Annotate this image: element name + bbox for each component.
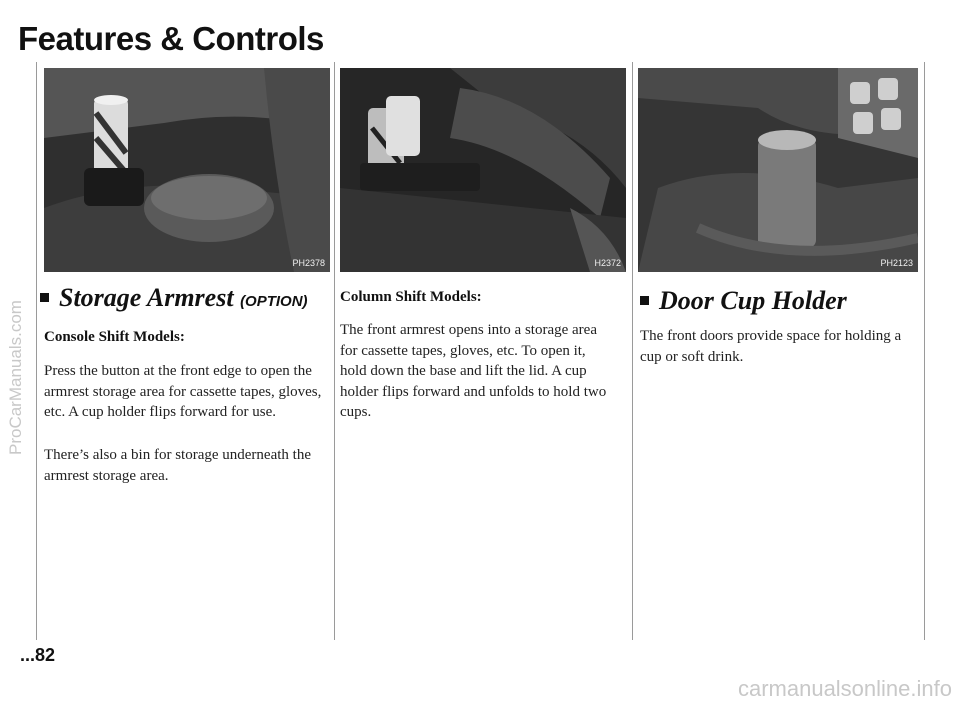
column-shift-cup-holder-illustration xyxy=(340,68,626,272)
watermark-carmanualsonline: carmanualsonline.info xyxy=(737,676,952,701)
photo-code: H2372 xyxy=(594,258,621,268)
page-title: Features & Controls xyxy=(18,20,324,57)
door-cup-holder-illustration xyxy=(638,68,918,272)
column-shift-subheading: Column Shift Models: xyxy=(340,289,482,305)
armrest-cup-holder-illustration xyxy=(44,68,330,272)
door-cup-holder-photo xyxy=(638,68,918,272)
column-rule-left xyxy=(36,62,37,640)
door-cup-holder-paragraph: The front doors provide space for holding a cup or soft drink. xyxy=(640,328,902,365)
column-rule-right xyxy=(924,62,925,640)
photo-code: PH2378 xyxy=(292,258,325,268)
door-cup-holder-heading xyxy=(640,286,847,316)
section-title-text: Storage Armrest xyxy=(59,283,234,312)
column-shift-paragraph: The front armrest opens into a storage area for cassette tapes, gloves, etc. To open it, hold down the base and lift the lid. A cup holder flips forward and unfolds to hold two cups. xyxy=(340,322,607,420)
storage-armrest-heading xyxy=(40,283,308,313)
square-bullet-icon xyxy=(640,296,649,305)
square-bullet-icon xyxy=(40,293,49,302)
console-shift-subheading: Console Shift Models: xyxy=(44,329,185,345)
section-title-text: Door Cup Holder xyxy=(659,286,847,315)
armrest-cup-holder-photo xyxy=(44,68,330,272)
storage-bin-paragraph: There’s also a bin for storage underneath the armrest storage area. xyxy=(44,447,311,484)
column-rule-center-right xyxy=(632,62,633,640)
console-shift-paragraph: Press the button at the front edge to open the armrest storage area for cassette tapes, gloves, etc. A cup holder flips forward for use. xyxy=(44,363,322,420)
watermark-procarmanuals: ProCarManuals.com xyxy=(6,300,25,455)
page-number: ...82 xyxy=(20,645,56,665)
column-rule-center-left xyxy=(334,62,335,640)
column-shift-cup-holder-photo xyxy=(340,68,626,272)
option-tag: (OPTION) xyxy=(240,293,308,310)
photo-code: PH2123 xyxy=(880,258,913,268)
